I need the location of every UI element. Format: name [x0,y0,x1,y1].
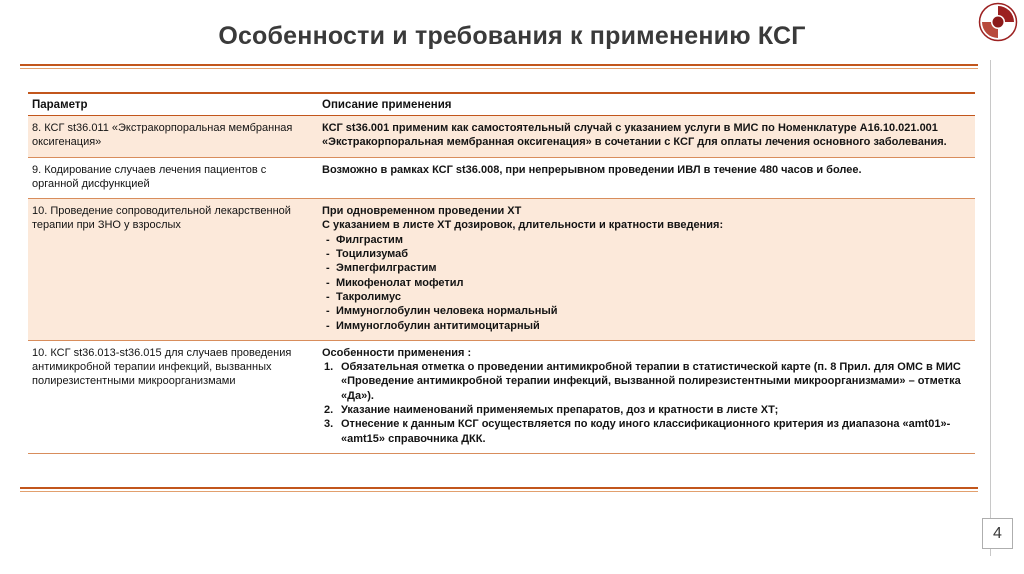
description-line: КСГ st36.001 применим как самостоятельный случай с указанием услуги в МИС по Номенклатуре А16.10.021.001 «Экстракорпоральная мембранная оксигенация» в сочетании с КСГ для оплаты лечения основного заболевания. [322,122,947,149]
right-edge-divider [990,60,991,556]
list-item-text: Эмпегфилграстим [336,262,437,275]
list-marker: 2. [324,404,334,417]
list-marker: - [326,276,330,289]
table-body [28,116,975,454]
description-cell [318,157,975,199]
description-line: С указанием в листе ХТ дозировок, длительности и кратности введения: [322,219,724,232]
description-cell [318,116,975,158]
description-line: Особенности применения : [322,346,472,359]
description-line [322,360,965,403]
parameter-cell: 10. Проведение сопроводительной лекарственной терапии при ЗНО у взрослых [28,199,318,341]
list-marker: - [326,262,330,275]
parameter-cell: 8. КСГ st36.011 «Экстракорпоральная мембранная оксигенация» [28,116,318,158]
slide-title: Особенности и требования к применению КСГ [218,22,806,50]
description-cell [318,199,975,341]
bottom-divider [20,487,978,492]
list-marker: 3. [324,418,334,431]
column-header-param: Параметр [28,93,318,116]
description-line: Возможно в рамках КСГ st36.008, при непрерывном проведении ИВЛ в течение 480 часов и более. [322,163,862,176]
list-marker: 1. [324,361,334,374]
list-item-text: Микофенолат мофетил [336,276,464,289]
title-divider [20,64,978,69]
description-line: При одновременном проведении ХТ [322,205,522,218]
list-item-text: Отнесение к данным КСГ осуществляется по коду иного классификационного критерия из диапазона «amt01»- «amt15» справочника ДКК. [341,418,951,445]
table-row [28,199,975,341]
table-row [28,157,975,199]
description-line [322,304,965,318]
list-item-text: Такролимус [336,290,401,303]
organization-logo-icon [978,2,1018,42]
list-marker: - [326,319,330,332]
description-line [322,276,965,290]
description-cell [318,340,975,453]
description-line [322,290,965,304]
list-marker: - [326,305,330,318]
description-line [322,233,965,247]
description-line [322,247,965,261]
list-item-text: Иммуноглобулин человека нормальный [336,305,558,318]
list-item-text: Филграстим [336,233,403,246]
list-item-text: Иммуноглобулин антитимоцитарный [336,319,540,332]
content-table [28,92,975,454]
list-item-text: Тоцилизумаб [336,248,409,261]
parameter-cell: 9. Кодирование случаев лечения пациентов с органной дисфункцией [28,157,318,199]
description-line [322,261,965,275]
parameter-cell: 10. КСГ st36.013-st36.015 для случаев проведения антимикробной терапии инфекций, вызванных полирезистентными микроорганизмами [28,340,318,453]
page-number: 4 [982,518,1013,549]
description-line [322,417,965,446]
description-line [322,319,965,333]
table-row [28,340,975,453]
list-marker: - [326,248,330,261]
list-marker: - [326,233,330,246]
list-marker: - [326,290,330,303]
description-line [322,403,965,417]
table-header-row [28,93,975,116]
table-row [28,116,975,158]
list-item-text: Обязательная отметка о проведении антимикробной терапии в статистической карте (п. 8 Прил. для ОМС в МИС «Проведение антимикробной терапии инфекций, вызванной полирезистентными микроорганизмами» – отметка «Да»). [341,361,961,402]
list-item-text: Указание наименований применяемых препаратов, доз и кратности в листе ХТ; [341,404,779,417]
column-header-description: Описание применения [318,93,975,116]
